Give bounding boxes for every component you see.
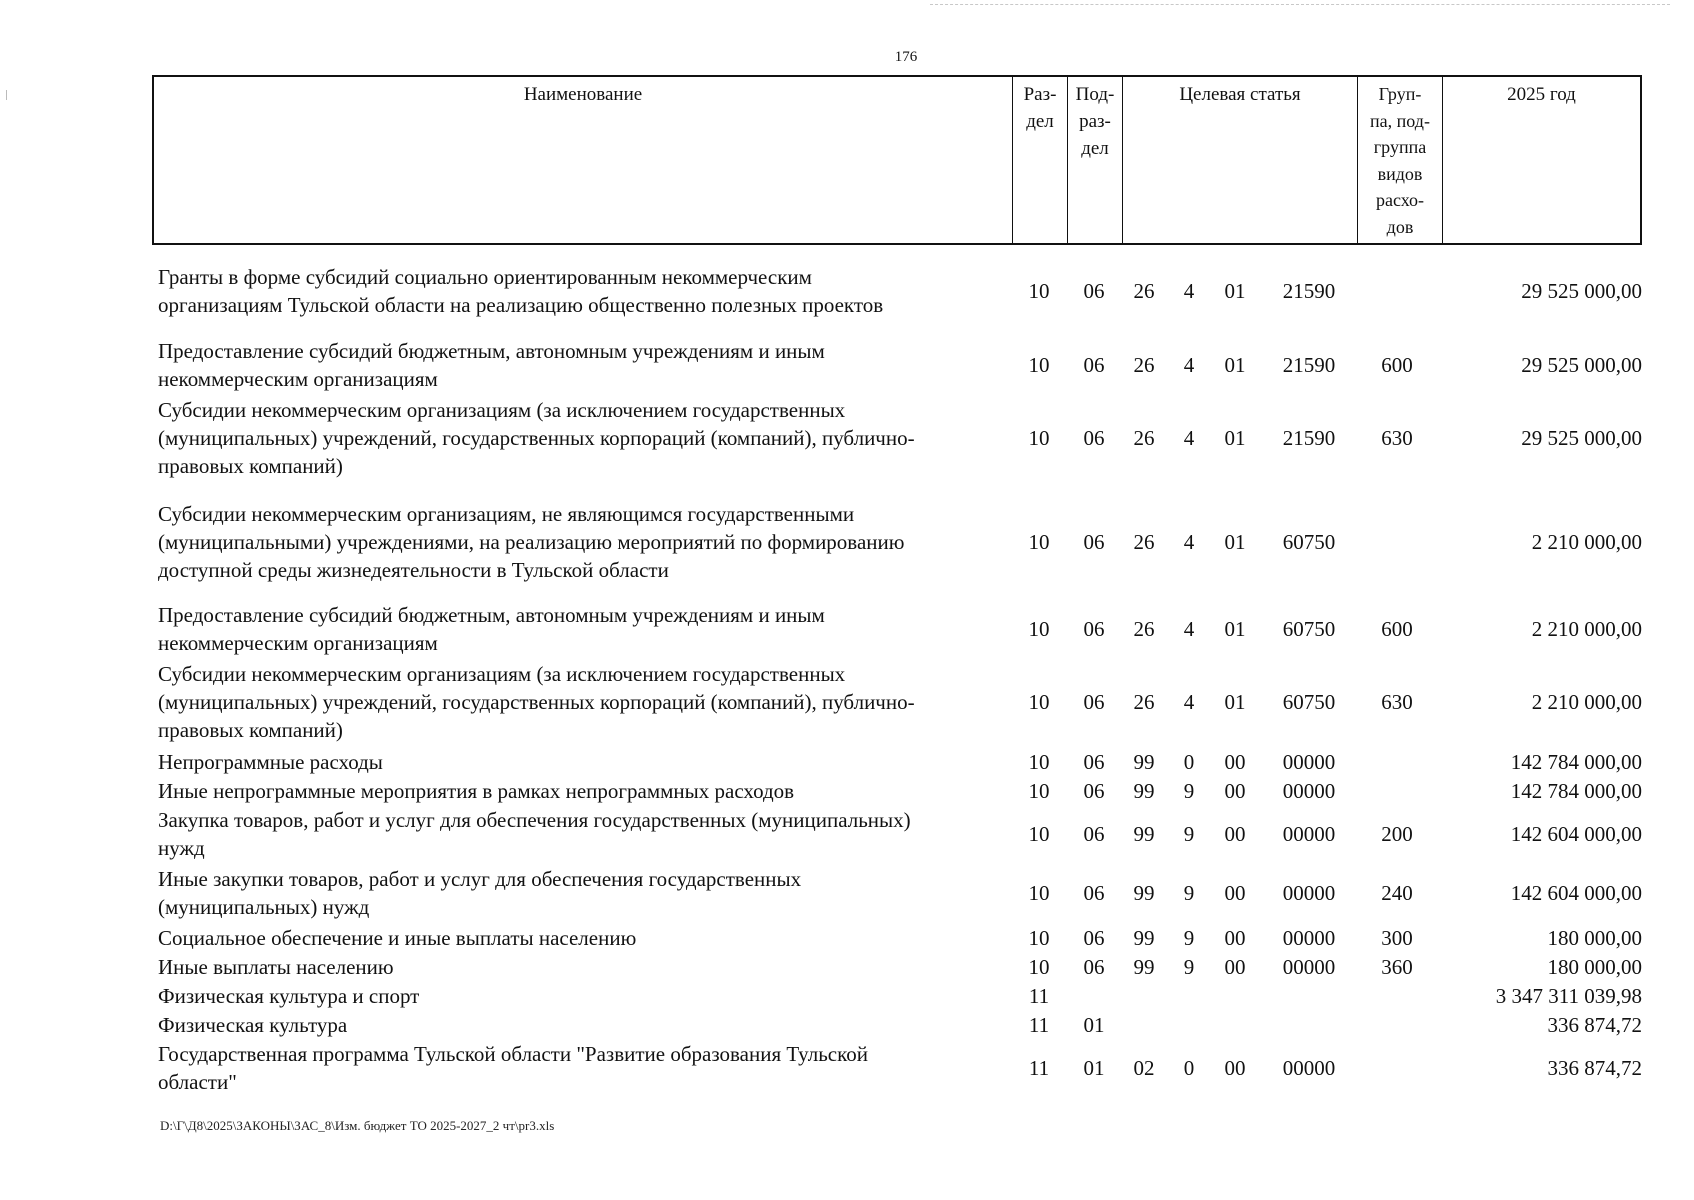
row-name-line: доступной среды жизнедеятельности в Тульской области [158, 558, 669, 582]
row-name [158, 500, 1018, 584]
row-c1: 99 [1133, 750, 1155, 774]
row-c1: 99 [1133, 779, 1155, 803]
row-c4: 60750 [1282, 617, 1336, 641]
row-razdel: 10 [1028, 617, 1050, 641]
row-c3: 01 [1224, 279, 1246, 303]
row-c4: 00000 [1282, 955, 1336, 979]
row-podrazdel: 06 [1083, 617, 1105, 641]
row-c1: 26 [1133, 353, 1155, 377]
row-c3: 00 [1224, 750, 1246, 774]
row-razdel: 10 [1028, 926, 1050, 950]
row-razdel: 10 [1028, 779, 1050, 803]
row-amount: 29 525 000,00 [1521, 279, 1642, 303]
row-podrazdel: 06 [1083, 955, 1105, 979]
row-c4: 21590 [1282, 279, 1336, 303]
row-c4: 21590 [1282, 426, 1336, 450]
row-podrazdel: 01 [1083, 1056, 1105, 1080]
row-podrazdel: 06 [1083, 279, 1105, 303]
row-razdel: 10 [1028, 955, 1050, 979]
row-name-line: Субсидии некоммерческим организациям (за исключением государственных [158, 662, 846, 686]
row-c1: 99 [1133, 881, 1155, 905]
row-amount: 3 347 311 039,98 [1495, 984, 1642, 1008]
row-razdel: 10 [1028, 822, 1050, 846]
row-c2: 0 [1183, 1056, 1195, 1080]
row-name [158, 601, 1018, 657]
row-c3: 00 [1224, 955, 1246, 979]
row-amount: 29 525 000,00 [1521, 353, 1642, 377]
row-c3: 01 [1224, 353, 1246, 377]
row-razdel: 11 [1028, 1056, 1050, 1080]
row-name [158, 953, 1018, 981]
row-vr: 240 [1381, 881, 1413, 905]
row-c4: 00000 [1282, 926, 1336, 950]
row-c1: 26 [1133, 530, 1155, 554]
header-name: Наименование [154, 77, 1013, 243]
header-podrazdel: Под- раз- дел [1068, 77, 1123, 243]
row-c3: 00 [1224, 1056, 1246, 1080]
row-razdel: 10 [1028, 881, 1050, 905]
row-c3: 01 [1224, 426, 1246, 450]
row-name-line: правовых компаний) [158, 718, 343, 742]
row-name-line: некоммерческим организациям [158, 631, 438, 655]
row-name-line: нужд [158, 836, 205, 860]
row-c1: 26 [1133, 279, 1155, 303]
row-name [158, 660, 1018, 744]
table-row [0, 924, 1694, 952]
row-c2: 4 [1183, 690, 1195, 714]
row-name-line: Субсидии некоммерческим организациям (за исключением государственных [158, 398, 846, 422]
row-vr: 300 [1381, 926, 1413, 950]
row-name-line: Непрограммные расходы [158, 750, 383, 774]
row-name-line: Государственная программа Тульской области "Развитие образования Тульской [158, 1042, 868, 1066]
table-row [0, 982, 1694, 1010]
header-year: 2025 год [1507, 84, 1576, 105]
row-podrazdel: 06 [1083, 690, 1105, 714]
row-name [158, 1040, 1018, 1096]
table-row [0, 777, 1694, 805]
row-amount: 336 874,72 [1547, 1056, 1642, 1080]
row-name-line: Закупка товаров, работ и услуг для обеспечения государственных (муниципальных) [158, 808, 911, 832]
row-c3: 00 [1224, 881, 1246, 905]
row-name [158, 924, 1018, 952]
row-razdel: 10 [1028, 353, 1050, 377]
row-name-line: некоммерческим организациям [158, 367, 438, 391]
row-razdel: 10 [1028, 530, 1050, 554]
row-c2: 0 [1183, 750, 1195, 774]
row-c2: 4 [1183, 426, 1195, 450]
row-vr: 630 [1381, 690, 1413, 714]
row-razdel: 10 [1028, 690, 1050, 714]
row-podrazdel: 06 [1083, 750, 1105, 774]
row-name-line: Предоставление субсидий бюджетным, автономным учреждениям и иным [158, 603, 825, 627]
row-c2: 9 [1183, 779, 1195, 803]
row-c1: 26 [1133, 690, 1155, 714]
row-name-line: Иные непрограммные мероприятия в рамках непрограммных расходов [158, 779, 795, 803]
row-c3: 01 [1224, 617, 1246, 641]
table-row [0, 263, 1694, 319]
row-c1: 99 [1133, 955, 1155, 979]
row-podrazdel: 06 [1083, 426, 1105, 450]
row-name-line: Физическая культура [158, 1013, 348, 1037]
row-amount: 142 784 000,00 [1510, 750, 1642, 774]
row-c1: 99 [1133, 822, 1155, 846]
row-podrazdel: 06 [1083, 926, 1105, 950]
row-c3: 00 [1224, 779, 1246, 803]
row-amount: 2 210 000,00 [1531, 530, 1642, 554]
row-podrazdel: 06 [1083, 881, 1105, 905]
row-c1: 99 [1133, 926, 1155, 950]
row-podrazdel: 06 [1083, 530, 1105, 554]
table-row [0, 953, 1694, 981]
row-razdel: 10 [1028, 279, 1050, 303]
row-c4: 00000 [1282, 779, 1336, 803]
table-row [0, 601, 1694, 657]
row-c2: 4 [1183, 279, 1195, 303]
row-c1: 26 [1133, 426, 1155, 450]
header-gruppa: Груп- па, под- группа видов расхо- дов [1358, 77, 1443, 243]
row-c2: 4 [1183, 530, 1195, 554]
row-name [158, 1011, 1018, 1039]
row-c3: 01 [1224, 690, 1246, 714]
page-number: 176 [894, 49, 918, 65]
row-c3: 00 [1224, 926, 1246, 950]
row-amount: 142 604 000,00 [1510, 822, 1642, 846]
row-name-line: (муниципальных) учреждений, государственных корпораций (компаний), публично- [158, 426, 915, 450]
table-row [0, 806, 1694, 862]
table-header [152, 75, 1642, 245]
header-celevaya-statya: Целевая статья [1123, 77, 1358, 243]
row-vr: 600 [1381, 353, 1413, 377]
row-razdel: 11 [1028, 984, 1050, 1008]
row-name-line: Социальное обеспечение и иные выплаты населению [158, 926, 637, 950]
row-name [158, 748, 1018, 776]
row-name [158, 777, 1018, 805]
row-c4: 00000 [1282, 822, 1336, 846]
row-c1: 02 [1133, 1056, 1155, 1080]
table-row [0, 396, 1694, 480]
row-c2: 4 [1183, 617, 1195, 641]
row-podrazdel: 06 [1083, 779, 1105, 803]
row-name-line: (муниципальными) учреждениями, на реализацию мероприятий по формированию [158, 530, 905, 554]
row-name-line: Гранты в форме субсидий социально ориентированным некоммерческим [158, 265, 812, 289]
table-row [0, 865, 1694, 921]
row-podrazdel: 06 [1083, 353, 1105, 377]
row-name-line: Субсидии некоммерческим организациям, не являющимся государственными [158, 502, 855, 526]
table-row [0, 748, 1694, 776]
row-name [158, 396, 1018, 480]
row-name-line: (муниципальных) нужд [158, 895, 370, 919]
row-name-line: Физическая культура и спорт [158, 984, 420, 1008]
row-c4: 00000 [1282, 750, 1336, 774]
header-razdel: Раз- дел [1013, 77, 1068, 243]
row-amount: 29 525 000,00 [1521, 426, 1642, 450]
row-c4: 00000 [1282, 1056, 1336, 1080]
row-razdel: 10 [1028, 750, 1050, 774]
row-c2: 9 [1183, 926, 1195, 950]
row-amount: 142 784 000,00 [1510, 779, 1642, 803]
row-name-line: (муниципальных) учреждений, государственных корпораций (компаний), публично- [158, 690, 915, 714]
row-amount: 336 874,72 [1547, 1013, 1642, 1037]
row-amount: 180 000,00 [1547, 955, 1642, 979]
row-c2: 9 [1183, 955, 1195, 979]
row-c4: 60750 [1282, 530, 1336, 554]
row-vr: 600 [1381, 617, 1413, 641]
row-c2: 4 [1183, 353, 1195, 377]
scan-artifact-line [930, 4, 1670, 15]
row-podrazdel: 06 [1083, 822, 1105, 846]
row-c3: 00 [1224, 822, 1246, 846]
footer-file-path: D:\Г\Д8\2025\ЗАКОНЫ\ЗАС_8\Изм. бюджет ТО 2025-2027_2 чт\pr3.xls [160, 1118, 555, 1133]
row-vr: 630 [1381, 426, 1413, 450]
table-row [0, 500, 1694, 584]
row-name-line: области" [158, 1070, 237, 1094]
row-c4: 21590 [1282, 353, 1336, 377]
row-c1: 26 [1133, 617, 1155, 641]
row-amount: 180 000,00 [1547, 926, 1642, 950]
row-name-line: организациям Тульской области на реализацию общественно полезных проектов [158, 293, 884, 317]
row-podrazdel: 01 [1083, 1013, 1105, 1037]
row-vr: 360 [1381, 955, 1413, 979]
row-amount: 2 210 000,00 [1531, 690, 1642, 714]
row-razdel: 10 [1028, 426, 1050, 450]
row-name-line: Предоставление субсидий бюджетным, автономным учреждениям и иным [158, 339, 825, 363]
row-name-line: правовых компаний) [158, 454, 343, 478]
row-amount: 142 604 000,00 [1510, 881, 1642, 905]
row-c3: 01 [1224, 530, 1246, 554]
row-c2: 9 [1183, 881, 1195, 905]
table-row [0, 660, 1694, 744]
row-name [158, 806, 1018, 862]
row-c4: 60750 [1282, 690, 1336, 714]
row-name [158, 865, 1018, 921]
row-name [158, 263, 1018, 319]
scan-edge-mark [6, 90, 7, 100]
table-row [0, 1040, 1694, 1096]
table-row [0, 337, 1694, 393]
row-c2: 9 [1183, 822, 1195, 846]
row-name [158, 982, 1018, 1010]
table-row [0, 1011, 1694, 1039]
row-name-line: Иные закупки товаров, работ и услуг для обеспечения государственных [158, 867, 802, 891]
row-amount: 2 210 000,00 [1531, 617, 1642, 641]
row-vr: 200 [1381, 822, 1413, 846]
row-c4: 00000 [1282, 881, 1336, 905]
row-name [158, 337, 1018, 393]
row-razdel: 11 [1028, 1013, 1050, 1037]
row-name-line: Иные выплаты населению [158, 955, 394, 979]
